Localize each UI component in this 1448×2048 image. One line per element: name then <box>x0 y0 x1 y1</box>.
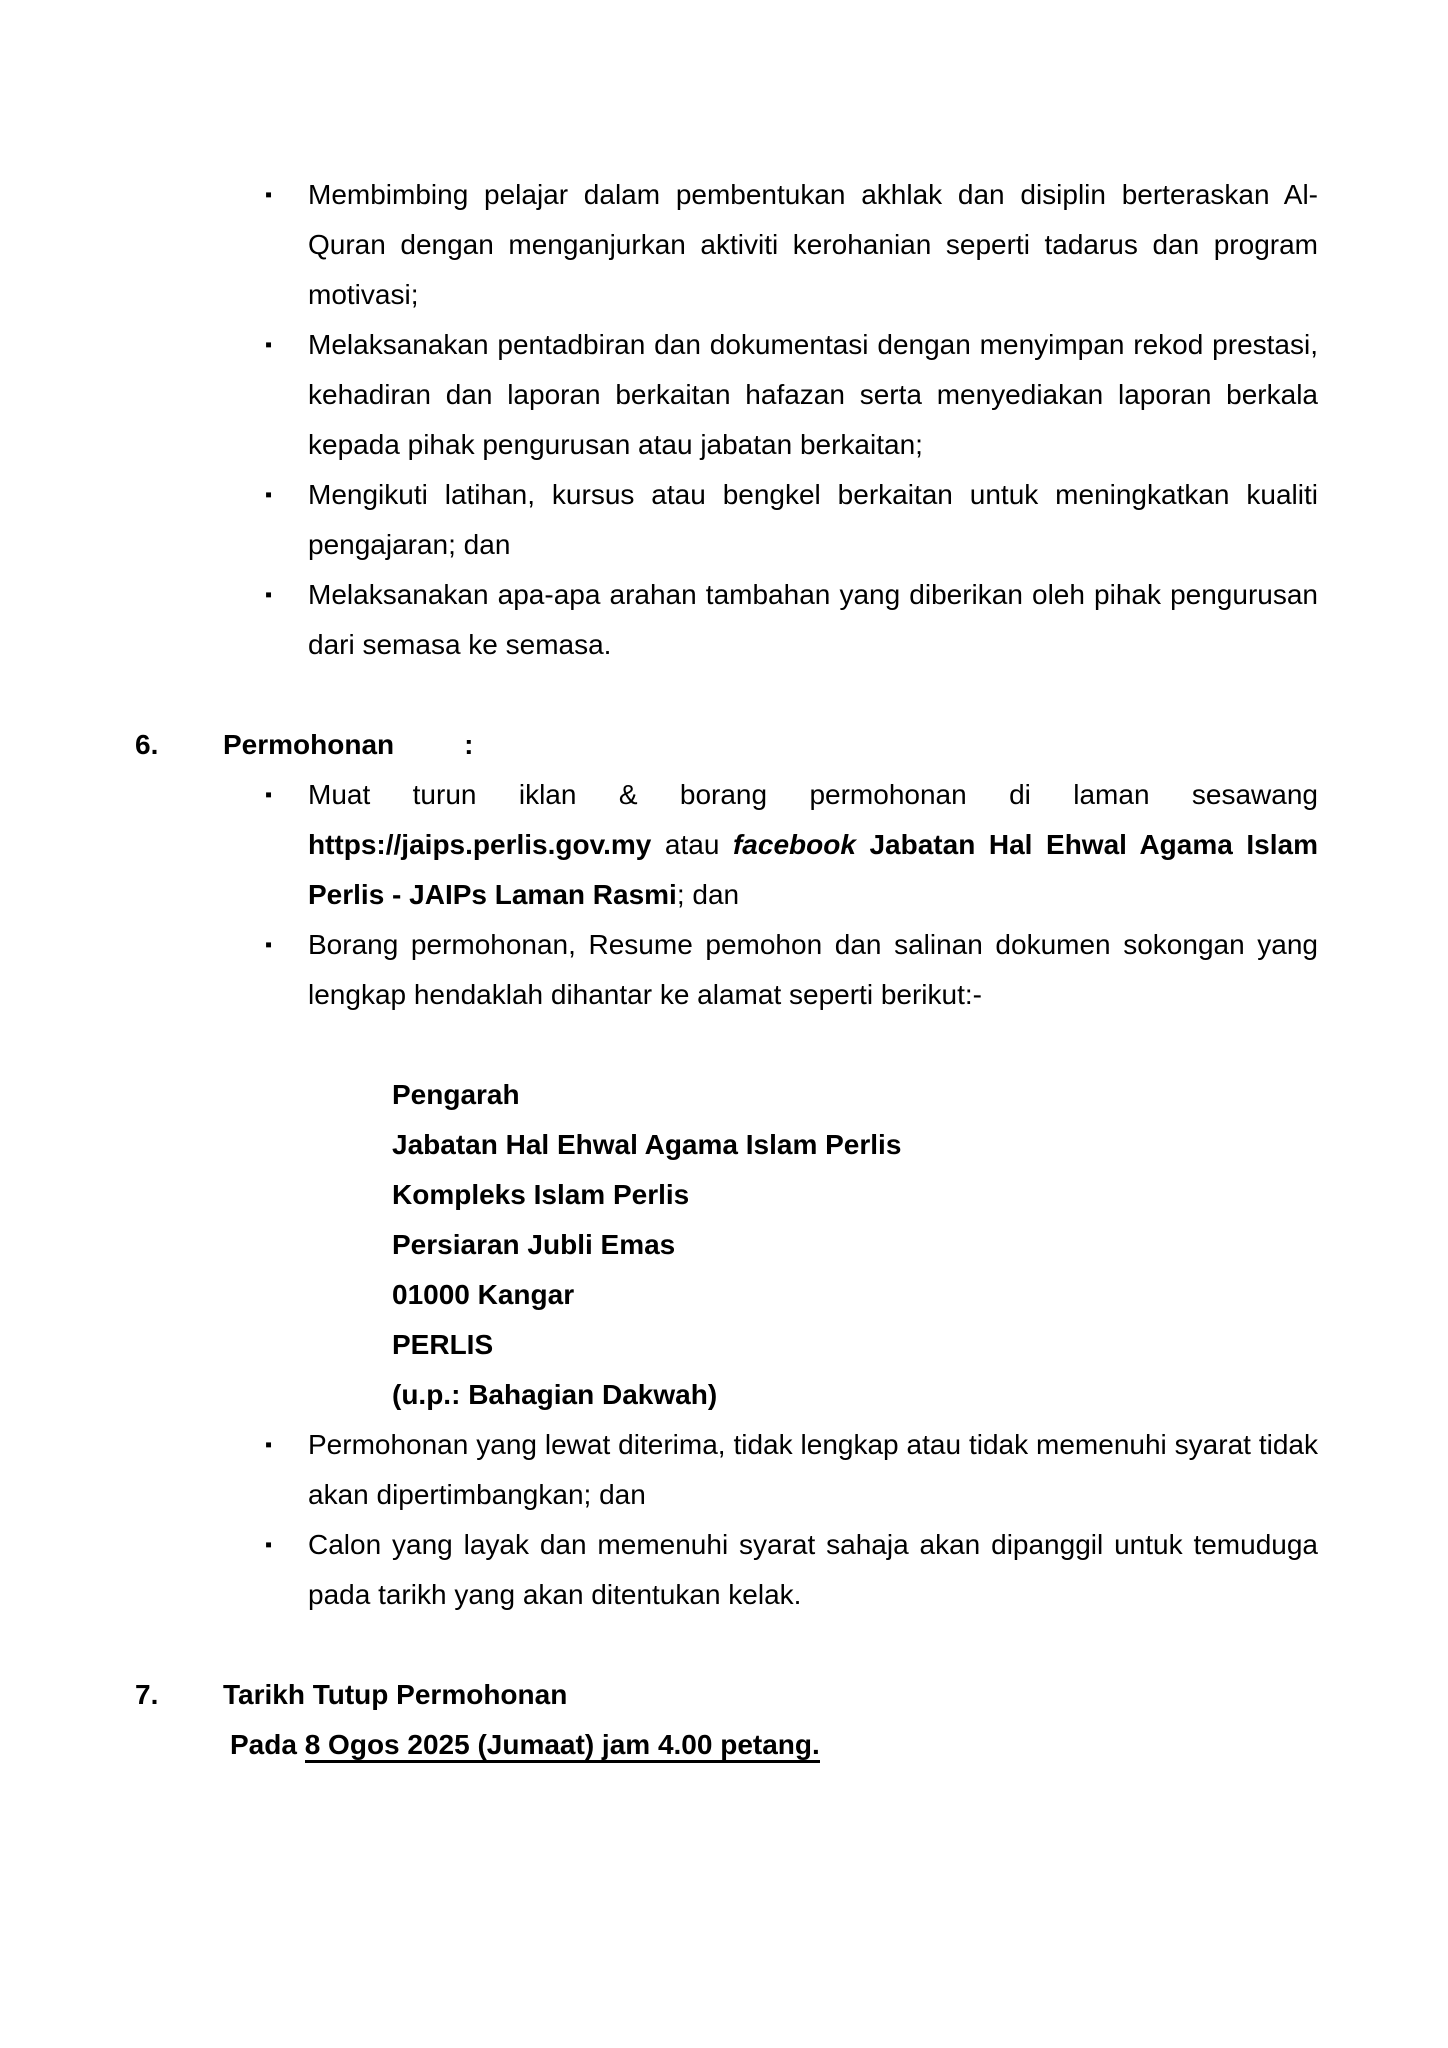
condition-text: Calon yang layak dan memenuhi syarat sahaja akan dipanggil untuk temuduga pada tarikh yang akan ditentukan kelak. <box>308 1529 1318 1610</box>
mailing-address <box>392 1070 1318 1420</box>
address-line-attention: (u.p.: Bahagian Dakwah) <box>392 1379 718 1410</box>
address-line-complex: Kompleks Islam Perlis <box>392 1179 690 1210</box>
duty-text: Membimbing pelajar dalam pembentukan akhlak dan disiplin berteraskan Al-Quran dengan menganjurkan aktiviti kerohanian seperti tadarus dan program motivasi; <box>308 179 1318 310</box>
duties-bullet-list <box>135 170 1318 670</box>
website-url-text: Muat turun iklan & borang permohonan di laman sesawang https://jaips.perlis.gov.my atau facebook Jabatan Hal Ehwal Agama Islam Perlis - JAIPs Laman Rasmi; dan <box>308 779 1318 910</box>
section-6-colon: : <box>464 729 474 760</box>
application-item-download <box>135 770 1318 920</box>
bullet-square-icon: ▪ <box>265 334 273 356</box>
application-text: Borang permohonan, Resume pemohon dan salinan dokumen sokongan yang lengkap hendaklah dihantar ke alamat seperti berikut:- <box>308 929 1318 1010</box>
closing-date-line <box>230 1720 1318 1770</box>
bullet-square-icon: ▪ <box>265 1534 273 1556</box>
closing-date-value: 8 Ogos 2025 (Jumaat) jam 4.00 petang. <box>305 1729 820 1763</box>
duty-text: Melaksanakan apa-apa arahan tambahan yang diberikan oleh pihak pengurusan dari semasa ke semasa. <box>308 579 1318 660</box>
duty-item-arahan <box>135 570 1318 670</box>
duty-item-akhlak <box>135 170 1318 320</box>
section-6-heading <box>135 720 1318 770</box>
application-bullet-list <box>135 770 1318 1020</box>
address-line-state: PERLIS <box>392 1329 494 1360</box>
closing-date-prefix: Pada <box>230 1729 305 1760</box>
condition-item-late <box>135 1420 1318 1520</box>
address-line-recipient: Pengarah <box>392 1079 520 1110</box>
duty-item-pentadbiran <box>135 320 1318 470</box>
address-line-department: Jabatan Hal Ehwal Agama Islam Perlis <box>392 1129 902 1160</box>
bullet-square-icon: ▪ <box>265 584 273 606</box>
duty-item-latihan <box>135 470 1318 570</box>
section-6-title: Permohonan <box>223 729 395 760</box>
condition-text: Permohonan yang lewat diterima, tidak lengkap atau tidak memenuhi syarat tidak akan dipertimbangkan; dan <box>308 1429 1318 1510</box>
duty-text: Mengikuti latihan, kursus atau bengkel berkaitan untuk meningkatkan kualiti pengajaran; dan <box>308 479 1318 560</box>
bullet-square-icon: ▪ <box>265 784 273 806</box>
section-7-number: 7. <box>135 1679 159 1710</box>
duty-text: Melaksanakan pentadbiran dan dokumentasi dengan menyimpan rekod prestasi, kehadiran dan laporan berkaitan hafazan serta menyediakan laporan berkala kepada pihak pengurusan atau jabatan berkaitan; <box>308 329 1318 460</box>
section-6-number: 6. <box>135 729 159 760</box>
address-line-postcode-city: 01000 Kangar <box>392 1279 575 1310</box>
conditions-bullet-list <box>135 1420 1318 1620</box>
bullet-square-icon: ▪ <box>265 934 273 956</box>
bullet-square-icon: ▪ <box>265 1434 273 1456</box>
condition-item-shortlist <box>135 1520 1318 1620</box>
application-item-submission <box>135 920 1318 1020</box>
section-7-heading <box>135 1670 1318 1720</box>
bullet-square-icon: ▪ <box>265 184 273 206</box>
address-line-street: Persiaran Jubli Emas <box>392 1229 676 1260</box>
bullet-square-icon: ▪ <box>265 484 273 506</box>
section-7-title: Tarikh Tutup Permohonan <box>223 1679 568 1710</box>
